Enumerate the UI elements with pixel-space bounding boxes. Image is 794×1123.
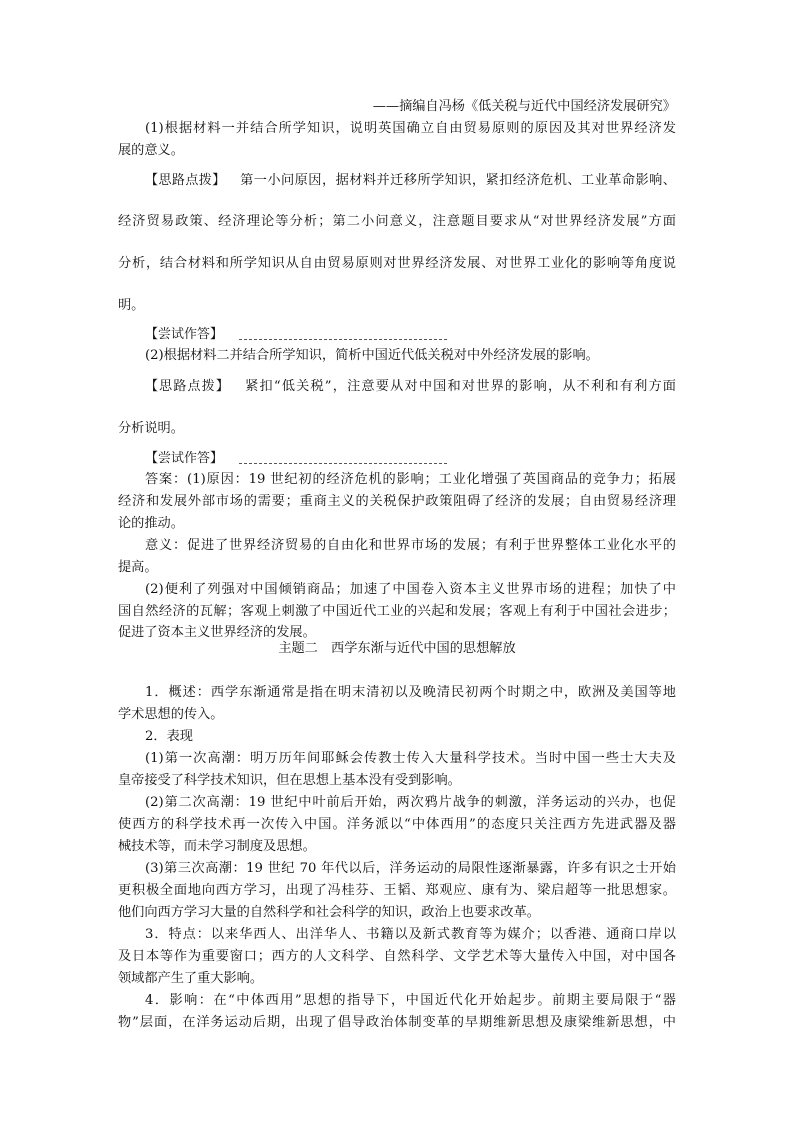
theme-2-line-3: 2．表现 <box>145 729 193 744</box>
theme-2-line-9: (3)第三次高潮：19 世纪 70 年代以后，洋务运动的局限性逐渐暴露，许多有识之士开始 <box>145 861 676 876</box>
answer-line-8: 促进了资本主义世界经济的发展。 <box>118 625 316 640</box>
theme-2-line-16: 物”层面，在洋务运动后期，出现了倡导政治体制变革的早期维新思想及康梁维新思想，中 <box>118 1015 676 1030</box>
try-label: 【尝试作答】 <box>145 327 224 342</box>
hint-2-text: 紧扣“低关税”，注意要从对中国和对世界的影响，从不利和有利方面 <box>243 379 676 394</box>
hint-2-line-1 <box>145 376 676 398</box>
hint-1-text: 第一小问原因，据材料并迁移所学知识，紧扣经济危机、工业革命影响、 <box>239 173 676 188</box>
theme-2-title: 主题二 西学东渐与近代中国的思想解放 <box>278 641 516 656</box>
theme-2-line-15: 4．影响：在“中体西用”思想的指导下，中国近代化开始起步。前期主要局限于“器 <box>145 993 676 1008</box>
theme-2-line-5: 皇帝接受了科学技术知识，但在思想上基本没有受到影响。 <box>118 773 461 788</box>
theme-2-line-2: 学术思想的传入。 <box>118 707 224 722</box>
answer-line-2: 经济和发展外部市场的需要；重商主义的关税保护政策阻碍了经济的发展；自由贸易经济理 <box>118 494 676 509</box>
answer-line-6: (2)便利了列强对中国倾销商品；加速了中国卷入资本主义世界市场的进程；加快了中 <box>145 582 676 597</box>
theme-2-line-10: 更积极全面地向西方学习，出现了冯桂芬、王韬、郑观应、康有为、梁启超等一批思想家。 <box>118 883 676 898</box>
question-1-line-2: 展的意义。 <box>118 143 184 158</box>
theme-2-line-12: 3．特点：以来华西人、出洋华人、书籍以及新式教育等为媒介；以香港、通商口岸以 <box>145 927 676 942</box>
source-citation: ——摘编自冯杨《低关税与近代中国经济发展研究》 <box>372 99 676 114</box>
theme-2-line-13: 及日本等作为重要窗口；西方的人文科学、自然科学、文学艺术等大量传入中国，对中国各 <box>118 949 676 964</box>
theme-2-line-6: (2)第二次高潮：19 世纪中叶前后开始，两次鸦片战争的刺激，洋务运动的兴办，也促 <box>145 795 676 810</box>
answer-line-4: 意义：促进了世界经济贸易的自由化和世界市场的发展；有利于世界整体工业化水平的 <box>145 538 676 553</box>
answer-blank[interactable] <box>239 329 447 340</box>
hint-1-line-3: 分析，结合材料和所学知识从自由贸易原则对世界经济发展、对世界工业化的影响等角度说 <box>118 256 676 271</box>
hint-1-line-2: 经济贸易政策、经济理论等分析；第二小问意义，注意题目要求从“对世界经济发展”方面 <box>118 214 676 229</box>
question-2: (2)根据材料二并结合所学知识，简析中国近代低关税对中外经济发展的影响。 <box>145 348 599 363</box>
answer-line-3: 论的推动。 <box>118 516 184 531</box>
answer-line-1: 答案：(1)原因：19 世纪初的经济危机的影响；工业化增强了英国商品的竞争力；拓展 <box>145 472 676 487</box>
hint-1-line-1 <box>145 170 676 192</box>
try-answer-1 <box>145 324 676 346</box>
theme-2-line-11: 他们向西方学习大量的自然科学和社会科学的知识，政治上也要求改革。 <box>118 905 540 920</box>
hint-label: 【思路点拨】 <box>145 379 230 394</box>
theme-2-line-8: 械技术等，而未学习制度及思想。 <box>118 839 316 854</box>
theme-2-line-4: (1)第一次高潮：明万历年间耶稣会传教士传入大量科学技术。当时中国一些士大夫及 <box>145 751 676 766</box>
theme-2-line-1: 1．概述：西学东渐通常是指在明末清初以及晚清民初两个时期之中，欧洲及美国等地 <box>145 685 676 700</box>
answer-line-7: 国自然经济的瓦解；客观上刺激了中国近代工业的兴起和发展；客观上有利于中国社会进步； <box>118 604 676 619</box>
hint-2-line-2: 分析说明。 <box>118 421 184 436</box>
answer-blank[interactable] <box>239 453 447 464</box>
theme-2-line-14: 领域都产生了重大影响。 <box>118 971 264 986</box>
try-label: 【尝试作答】 <box>145 451 224 466</box>
question-1-line-1: (1)根据材料一并结合所学知识，说明英国确立自由贸易原则的原因及其对世界经济发 <box>145 121 676 136</box>
theme-2-line-7: 使西方的科学技术再一次传入中国。洋务派以“中体西用”的态度只关注西方先进武器及器 <box>118 817 676 832</box>
answer-line-5: 提高。 <box>118 560 158 575</box>
hint-label: 【思路点拨】 <box>145 173 226 188</box>
try-answer-2 <box>145 448 676 470</box>
hint-1-line-4: 明。 <box>118 298 145 313</box>
